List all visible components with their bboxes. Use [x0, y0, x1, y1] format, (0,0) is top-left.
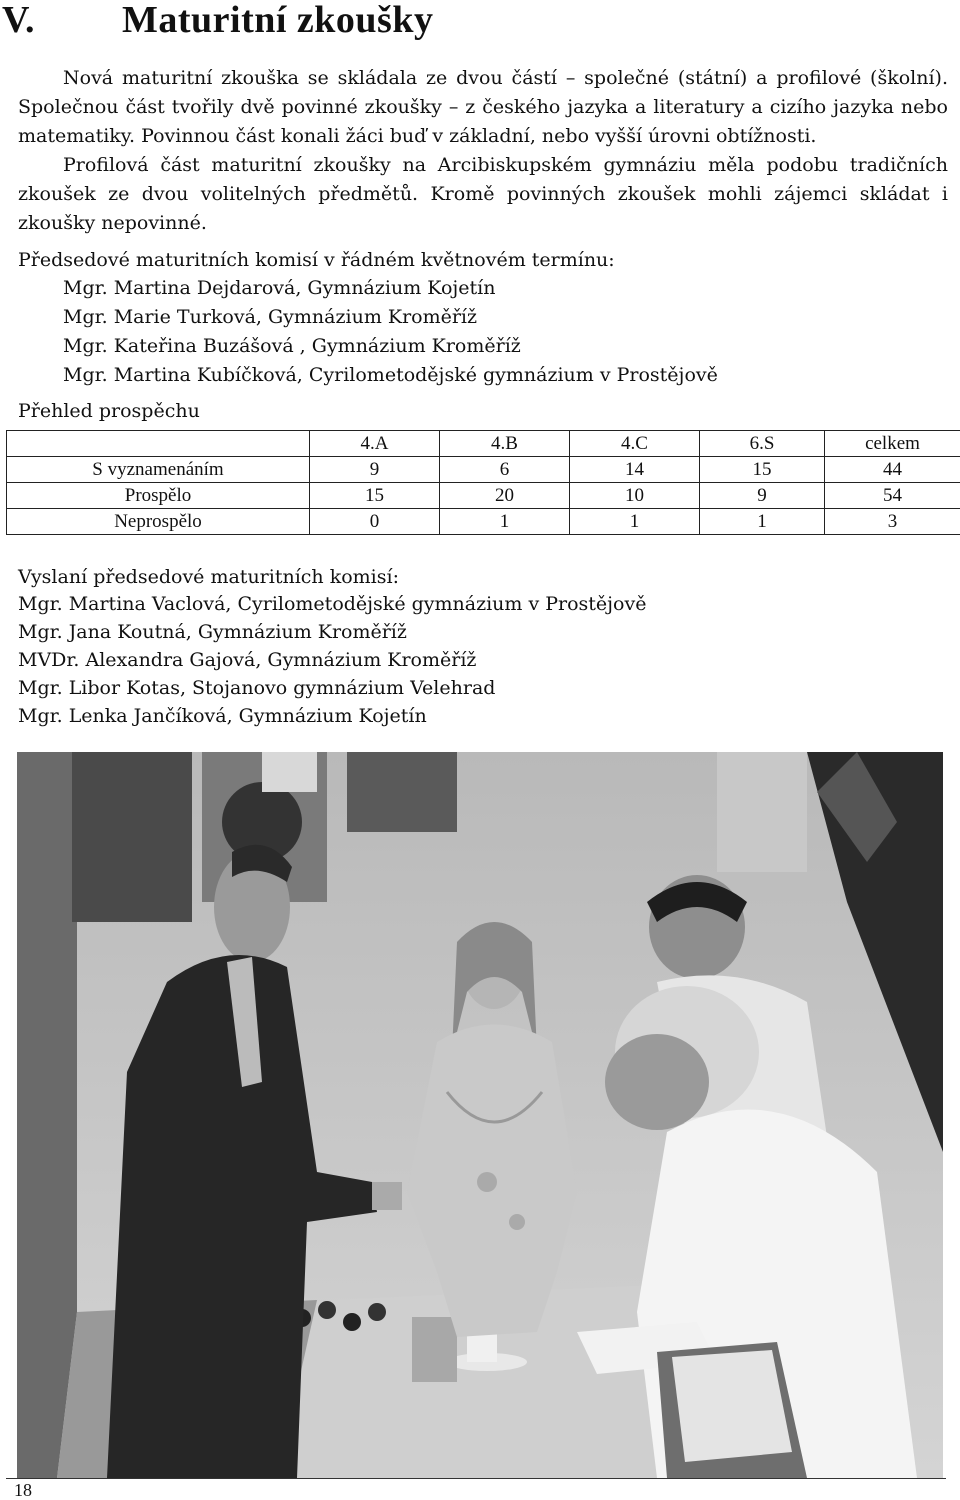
sent-heading: Vyslaní předsedové maturitních komisí: — [18, 563, 399, 591]
photo — [17, 752, 943, 1478]
table-cell: 14 — [570, 457, 700, 483]
chairs-heading: Předsedové maturitních komisí v řádném květnovém termínu: — [18, 246, 615, 275]
table-cell: 9 — [700, 483, 825, 509]
row-label: S vyznamenáním — [7, 457, 310, 483]
table-cell: 20 — [440, 483, 570, 509]
intro-paragraph-1: Nová maturitní zkouška se skládala ze dvou částí – společné (státní) a profilové (školní). Společnou část tvořily dvě povinné zkoušky – z českého jazyka a literatury a cizího jazyka nebo matematiky. Povinnou část konali žáci buď v základní, nebo vyšší úrovni obtížnosti. — [18, 64, 948, 151]
list-item: Mgr. Martina Dejdarová, Gymnázium Kojetín — [63, 274, 718, 303]
table-cell: 6 — [440, 457, 570, 483]
list-item: Mgr. Martina Vaclová, Cyrilometodějské gymnázium v Prostějově — [18, 590, 646, 618]
table-cell: 1 — [700, 509, 825, 535]
table-header-cell: 4.C — [570, 431, 700, 457]
table-cell: 1 — [440, 509, 570, 535]
page-number: 18 — [14, 1480, 32, 1500]
intro-text — [18, 64, 948, 238]
results-table — [6, 430, 960, 535]
table-header-row — [7, 431, 960, 457]
table-cell: 3 — [825, 509, 960, 535]
footer-rule — [6, 1478, 946, 1479]
list-item: Mgr. Jana Koutná, Gymnázium Kroměříž — [18, 618, 646, 646]
table-row — [7, 457, 960, 483]
table-header-cell: celkem — [825, 431, 960, 457]
table-cell: 15 — [310, 483, 440, 509]
list-item: Mgr. Martina Kubíčková, Cyrilometodějské gymnázium v Prostějově — [63, 361, 718, 390]
table-cell: 9 — [310, 457, 440, 483]
table-cell: 10 — [570, 483, 700, 509]
list-item: Mgr. Lenka Jančíková, Gymnázium Kojetín — [18, 702, 646, 730]
results-heading: Přehled prospěchu — [18, 397, 200, 426]
sent-list — [18, 590, 646, 730]
chapter-title-text: Maturitní zkoušky — [122, 0, 433, 41]
list-item: Mgr. Marie Turková, Gymnázium Kroměříž — [63, 303, 718, 332]
table-header-cell — [7, 431, 310, 457]
chapter-title — [2, 0, 433, 44]
table-row — [7, 509, 960, 535]
table-cell: 54 — [825, 483, 960, 509]
list-item: Mgr. Kateřina Buzášová , Gymnázium Kroměříž — [63, 332, 718, 361]
table-header-cell: 4.B — [440, 431, 570, 457]
chairs-list — [63, 274, 718, 390]
photo-icon — [17, 752, 943, 1478]
table-cell: 15 — [700, 457, 825, 483]
row-label: Prospělo — [7, 483, 310, 509]
table-header-cell: 6.S — [700, 431, 825, 457]
list-item: MVDr. Alexandra Gajová, Gymnázium Kroměříž — [18, 646, 646, 674]
row-label: Neprospělo — [7, 509, 310, 535]
table-header-cell: 4.A — [310, 431, 440, 457]
table-cell: 0 — [310, 509, 440, 535]
list-item: Mgr. Libor Kotas, Stojanovo gymnázium Velehrad — [18, 674, 646, 702]
table-cell: 44 — [825, 457, 960, 483]
table-row — [7, 483, 960, 509]
chapter-number: V. — [2, 0, 122, 44]
table-cell: 1 — [570, 509, 700, 535]
intro-paragraph-2: Profilová část maturitní zkoušky na Arcibiskupském gymnáziu měla podobu tradičních zkoušek ze dvou volitelných předmětů. Kromě povinných zkoušek mohli zájemci skládat i zkoušky nepovinné. — [18, 151, 948, 238]
